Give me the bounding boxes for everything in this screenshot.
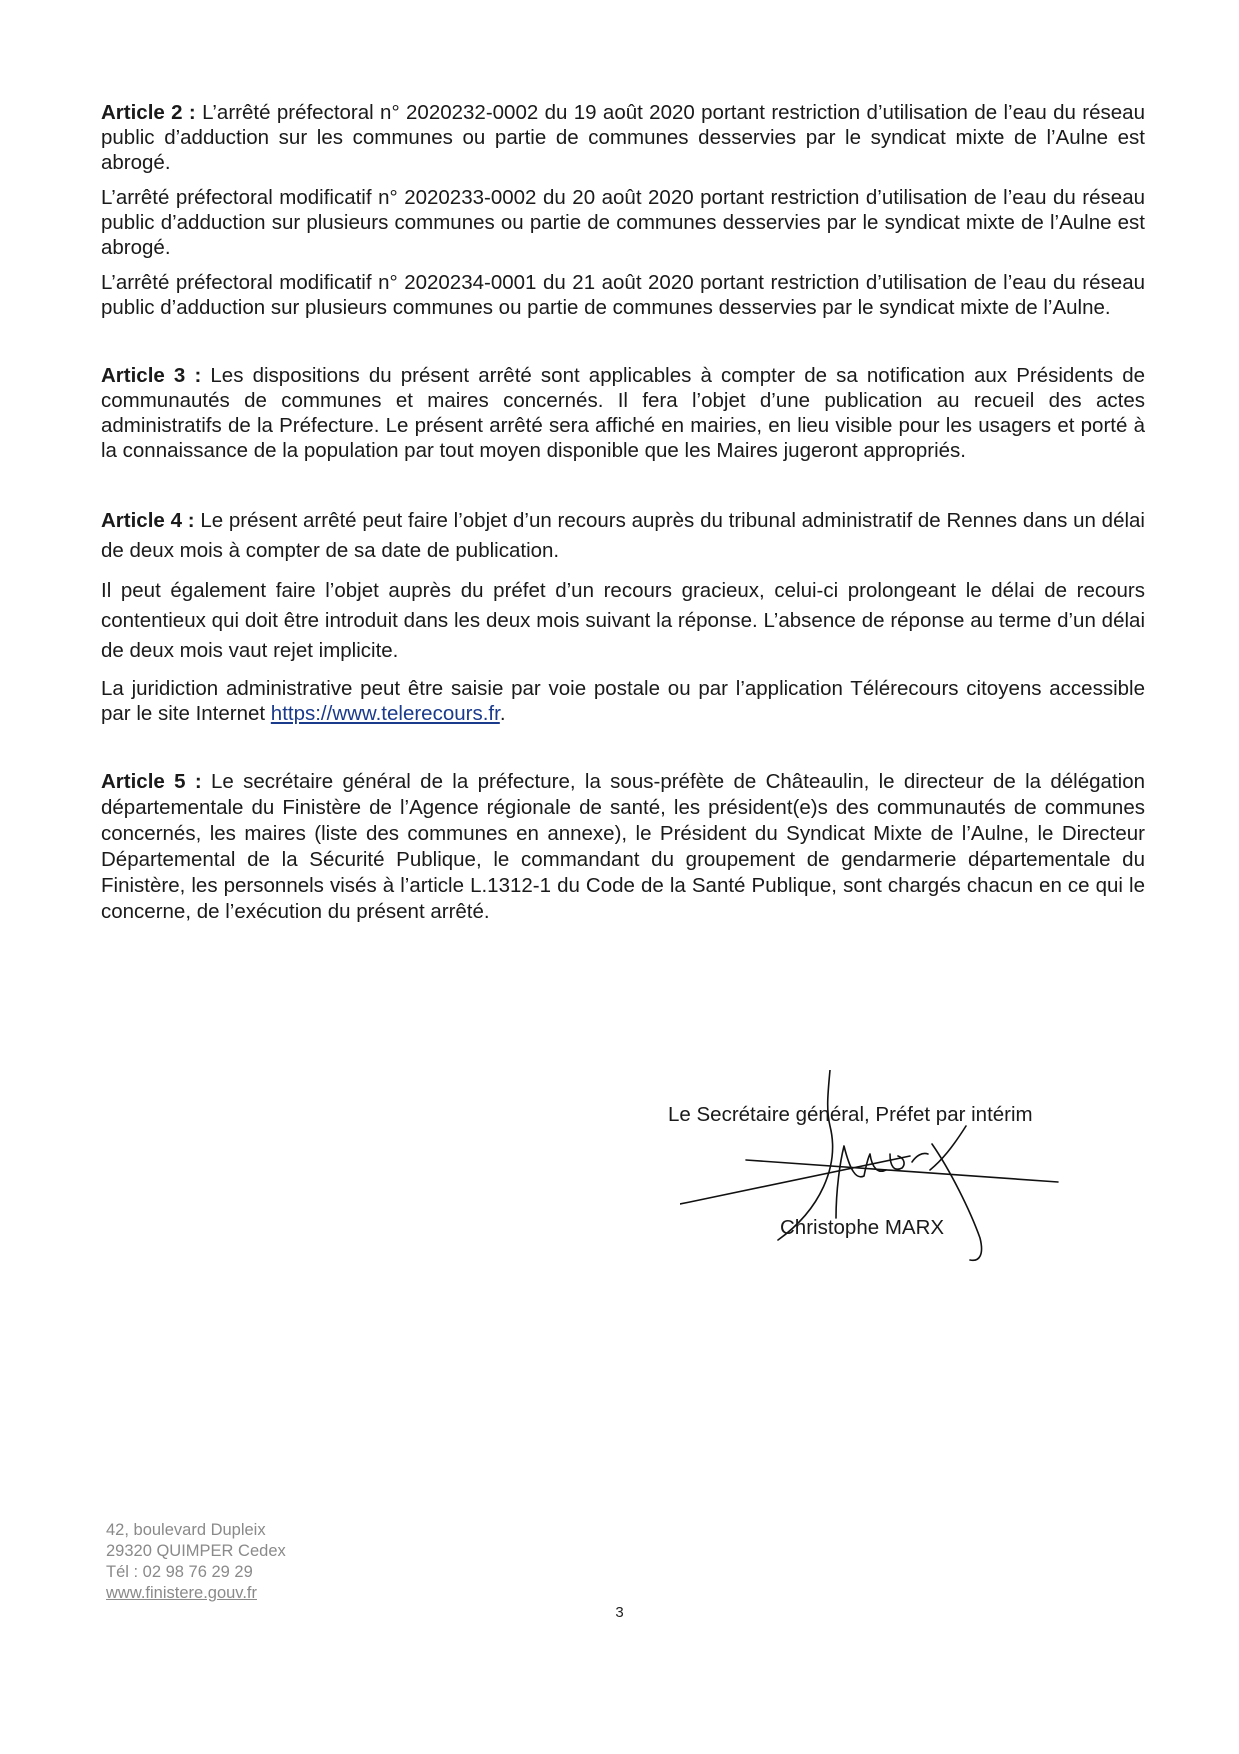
article-3: [101, 363, 1145, 463]
footer-phone: Tél : 02 98 76 29 29: [106, 1563, 253, 1581]
article-5-paragraph-1: Article 5 : Le secrétaire général de la préfecture, la sous-préfète de Châteaulin, le directeur de la délégation départementale du Finistère de l’Agence régionale de santé, les président(e)s des communautés de communes concernés, les maires (liste des communes en annexe), le Président du Syndicat Mixte de l’Aulne, le Directeur Départemental de la Sécurité Publique, le commandant du groupement de gendarmerie départementale du Finistère, les personnels visés à l’article L.1312-1 du Code de la Santé Publique, sont chargés chacun en ce qui le concerne, de l’exécution du présent arrêté.: [101, 770, 1145, 923]
article-5: [101, 769, 1145, 925]
article-2-label: Article 2 :: [101, 101, 196, 124]
article-2: [101, 100, 1145, 320]
article-4-paragraph-1: Article 4 : Le présent arrêté peut faire l’objet d’un recours auprès du tribunal administratif de Rennes dans un délai de deux mois à compter de sa date de publication.: [101, 509, 1145, 562]
page-number: 3: [615, 1604, 624, 1621]
article-3-label: Article 3 :: [101, 364, 202, 387]
article-4-paragraph-2: Il peut également faire l’objet auprès du préfet d’un recours gracieux, celui-ci prolongeant le délai de recours contentieux qui doit être introduit dans les deux mois suivant la réponse. L’absence de réponse au terme d’un délai de deux mois vaut rejet implicite.: [101, 579, 1145, 662]
article-5-label: Article 5 :: [101, 770, 202, 793]
document-body: [101, 100, 1145, 925]
footer-address-block: [106, 1520, 286, 1604]
article-4-label: Article 4 :: [101, 509, 195, 532]
article-4: [101, 506, 1145, 726]
article-4-paragraph-3: La juridiction administrative peut être saisie par voie postale ou par l’application Télérecours citoyens accessible par le site Internet https://www.telerecours.fr.: [101, 677, 1145, 725]
footer-city: 29320 QUIMPER Cedex: [106, 1542, 286, 1560]
handwritten-signature: [680, 1070, 1080, 1270]
article-3-paragraph-1: Article 3 : Les dispositions du présent arrêté sont applicables à compter de sa notification aux Présidents de communautés de communes et maires concernés. Il fera l’objet d’une publication au recueil des actes administratifs de la Préfecture. Le présent arrêté sera affiché en mairies, en lieu visible pour les usagers et porté à la connaissance de la population par tout moyen disponible que les Maires jugeront appropriés.: [101, 364, 1145, 462]
article-2-paragraph-1: Article 2 : L’arrêté préfectoral n° 2020232-0002 du 19 août 2020 portant restriction d’utilisation de l’eau du réseau public d’adduction sur les communes ou partie de communes desservies par le syndicat mixte de l’Aulne est abrogé.: [101, 101, 1145, 174]
signature-title: Le Secrétaire général, Préfet par intérim: [668, 1103, 1033, 1126]
telerecours-link[interactable]: https://www.telerecours.fr: [270, 702, 500, 725]
footer-address: 42, boulevard Dupleix: [106, 1521, 266, 1539]
signatory-name: Christophe MARX: [780, 1216, 945, 1239]
footer-website-link[interactable]: www.finistere.gouv.fr: [106, 1584, 257, 1602]
article-2-paragraph-3: L’arrêté préfectoral modificatif n° 2020234-0001 du 21 août 2020 portant restriction d’utilisation de l’eau du réseau public d’adduction sur plusieurs communes ou partie de communes desservies par le syndicat mixte de l’Aulne.: [101, 271, 1145, 319]
article-2-paragraph-2: L’arrêté préfectoral modificatif n° 2020233-0002 du 20 août 2020 portant restriction d’utilisation de l’eau du réseau public d’adduction sur plusieurs communes ou partie de communes desservies par le syndicat mixte de l’Aulne est abrogé.: [101, 186, 1145, 259]
